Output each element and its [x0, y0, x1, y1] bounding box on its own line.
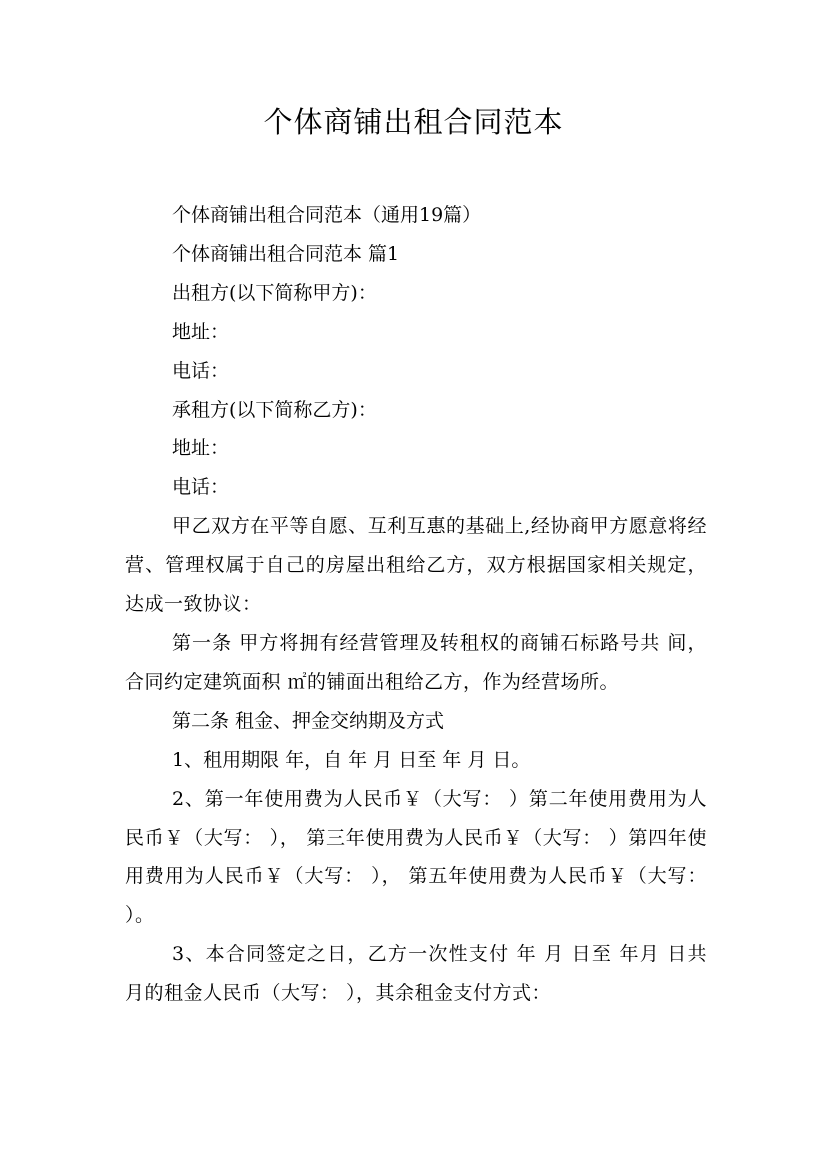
clause-term: 1、租用期限 年，自 年 月 日至 年 月 日。: [172, 748, 531, 771]
clause-fees: 2、第一年使用费为人民币￥（大写： ）第二年使用费用为人民币￥（大写： ）， 第三年使用费为人民币￥（大写： ）第四年使用费用为人民币￥（大写： ）， 第五年使用费为人民币￥（大写： ）。: [125, 787, 707, 927]
article-one-paragraph: 第一条 甲方将拥有经营管理及转租权的商铺石标路号共 间，合同约定建筑面积 ㎡的铺面出租给乙方，作为经营场所。: [125, 631, 707, 693]
lessee-phone-label: 电话：: [172, 476, 230, 499]
clause-payment: 3、本合同签定之日，乙方一次性支付 年 月 日至 年月 日共 月的租金人民币（大写： ），其余租金支付方式：: [125, 943, 707, 1005]
lessee-label: 承租方(以下简称乙方)：: [172, 398, 377, 421]
lessor-phone-label: 电话：: [172, 359, 230, 382]
section-heading: 个体商铺出租合同范本 篇1: [172, 242, 400, 265]
document-body: [125, 196, 707, 1013]
document-title: 个体商铺出租合同范本: [263, 105, 564, 139]
lessor-label: 出租方(以下简称甲方)：: [172, 281, 377, 304]
subtitle-paragraph: 个体商铺出租合同范本（通用19篇）: [172, 204, 482, 226]
preamble-paragraph: 甲乙双方在平等自愿、互利互惠的基础上,经协商甲方愿意将经营、管理权属于自己的房屋出租给乙方，双方根据国家相关规定，达成一致协议：: [125, 515, 707, 616]
lessee-address-label: 地址：: [172, 437, 230, 460]
article-two-heading: 第二条 租金、押金交纳期及方式: [172, 709, 445, 732]
lessor-address-label: 地址：: [172, 320, 230, 343]
